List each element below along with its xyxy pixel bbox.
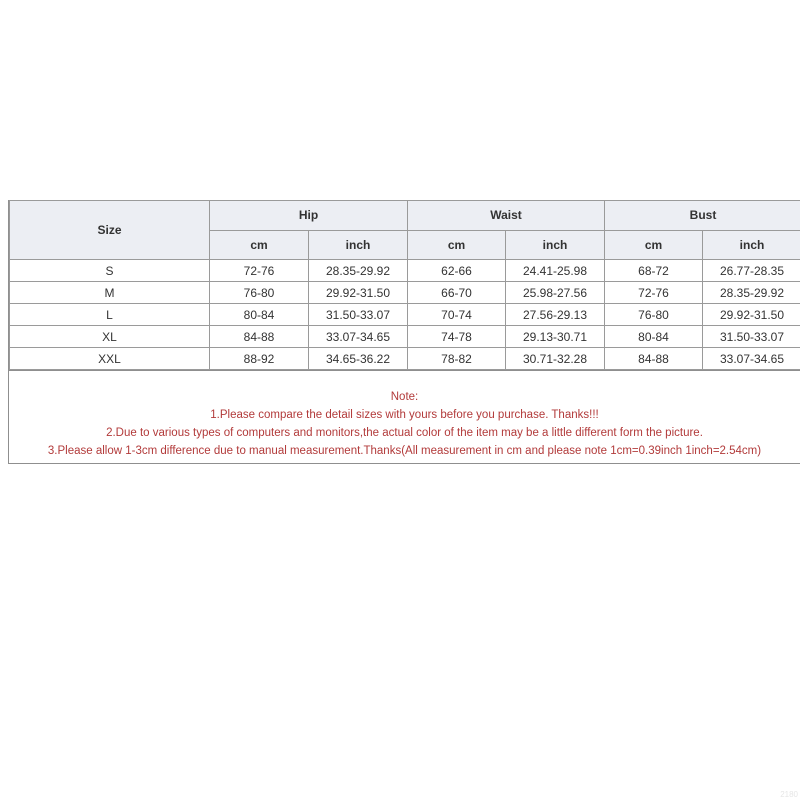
size-cell: XXL xyxy=(10,348,210,370)
size-table xyxy=(9,200,800,370)
hip-inch-cell: 31.50-33.07 xyxy=(309,304,408,326)
bust-cm-cell: 80-84 xyxy=(605,326,703,348)
hip-cm-cell: 72-76 xyxy=(210,260,309,282)
size-cell: M xyxy=(10,282,210,304)
size-chart xyxy=(8,200,800,464)
hip-cm-header: cm xyxy=(210,230,309,260)
waist-cm-cell: 74-78 xyxy=(408,326,506,348)
hip-inch-cell: 28.35-29.92 xyxy=(309,260,408,282)
bust-cm-header: cm xyxy=(605,230,703,260)
note-title: Note: xyxy=(390,391,419,403)
hip-inch-cell: 34.65-36.22 xyxy=(309,348,408,370)
bust-cm-cell: 68-72 xyxy=(605,260,703,282)
waist-inch-header: inch xyxy=(506,230,605,260)
waist-cm-cell: 66-70 xyxy=(408,282,506,304)
hip-cm-cell: 88-92 xyxy=(210,348,309,370)
size-column-header: Size xyxy=(10,201,210,260)
waist-cm-header: cm xyxy=(408,230,506,260)
hip-cm-cell: 84-88 xyxy=(210,326,309,348)
waist-inch-cell: 24.41-25.98 xyxy=(506,260,605,282)
waist-cm-cell: 78-82 xyxy=(408,348,506,370)
bust-inch-cell: 28.35-29.92 xyxy=(703,282,800,304)
bust-inch-cell: 29.92-31.50 xyxy=(703,304,800,326)
bust-inch-cell: 26.77-28.35 xyxy=(703,260,800,282)
hip-inch-cell: 33.07-34.65 xyxy=(309,326,408,348)
waist-inch-cell: 25.98-27.56 xyxy=(506,282,605,304)
bust-inch-cell: 31.50-33.07 xyxy=(703,326,800,348)
size-cell: XL xyxy=(10,326,210,348)
waist-group-header: Waist xyxy=(408,201,605,231)
table-row xyxy=(10,260,800,282)
bust-cm-cell: 76-80 xyxy=(605,304,703,326)
bust-group-header: Bust xyxy=(605,201,800,231)
size-cell: S xyxy=(10,260,210,282)
note-section xyxy=(9,370,800,463)
table-row xyxy=(10,304,800,326)
hip-cm-cell: 80-84 xyxy=(210,304,309,326)
note-line-2: 2.Due to various types of computers and monitors,the actual color of the item may be a little different form the picture. xyxy=(106,427,703,439)
waist-inch-cell: 29.13-30.71 xyxy=(506,326,605,348)
bust-cm-cell: 72-76 xyxy=(605,282,703,304)
hip-inch-cell: 29.92-31.50 xyxy=(309,282,408,304)
bust-cm-cell: 84-88 xyxy=(605,348,703,370)
table-row xyxy=(10,348,800,370)
size-cell: L xyxy=(10,304,210,326)
table-row xyxy=(10,282,800,304)
bust-inch-cell: 33.07-34.65 xyxy=(703,348,800,370)
table-row xyxy=(10,326,800,348)
note-line-3: 3.Please allow 1-3cm difference due to manual measurement.Thanks(All measurement in cm and please note 1cm=0.39inch 1inch=2.54cm) xyxy=(47,445,762,457)
hip-cm-cell: 76-80 xyxy=(210,282,309,304)
waist-inch-cell: 27.56-29.13 xyxy=(506,304,605,326)
waist-inch-cell: 30.71-32.28 xyxy=(506,348,605,370)
hip-inch-header: inch xyxy=(309,230,408,260)
waist-cm-cell: 62-66 xyxy=(408,260,506,282)
note-line-1: 1.Please compare the detail sizes with yours before you purchase. Thanks!!! xyxy=(210,409,599,421)
group-header-row xyxy=(10,201,800,231)
bust-inch-header: inch xyxy=(703,230,800,260)
watermark: 2180 xyxy=(780,790,798,799)
waist-cm-cell: 70-74 xyxy=(408,304,506,326)
hip-group-header: Hip xyxy=(210,201,408,231)
